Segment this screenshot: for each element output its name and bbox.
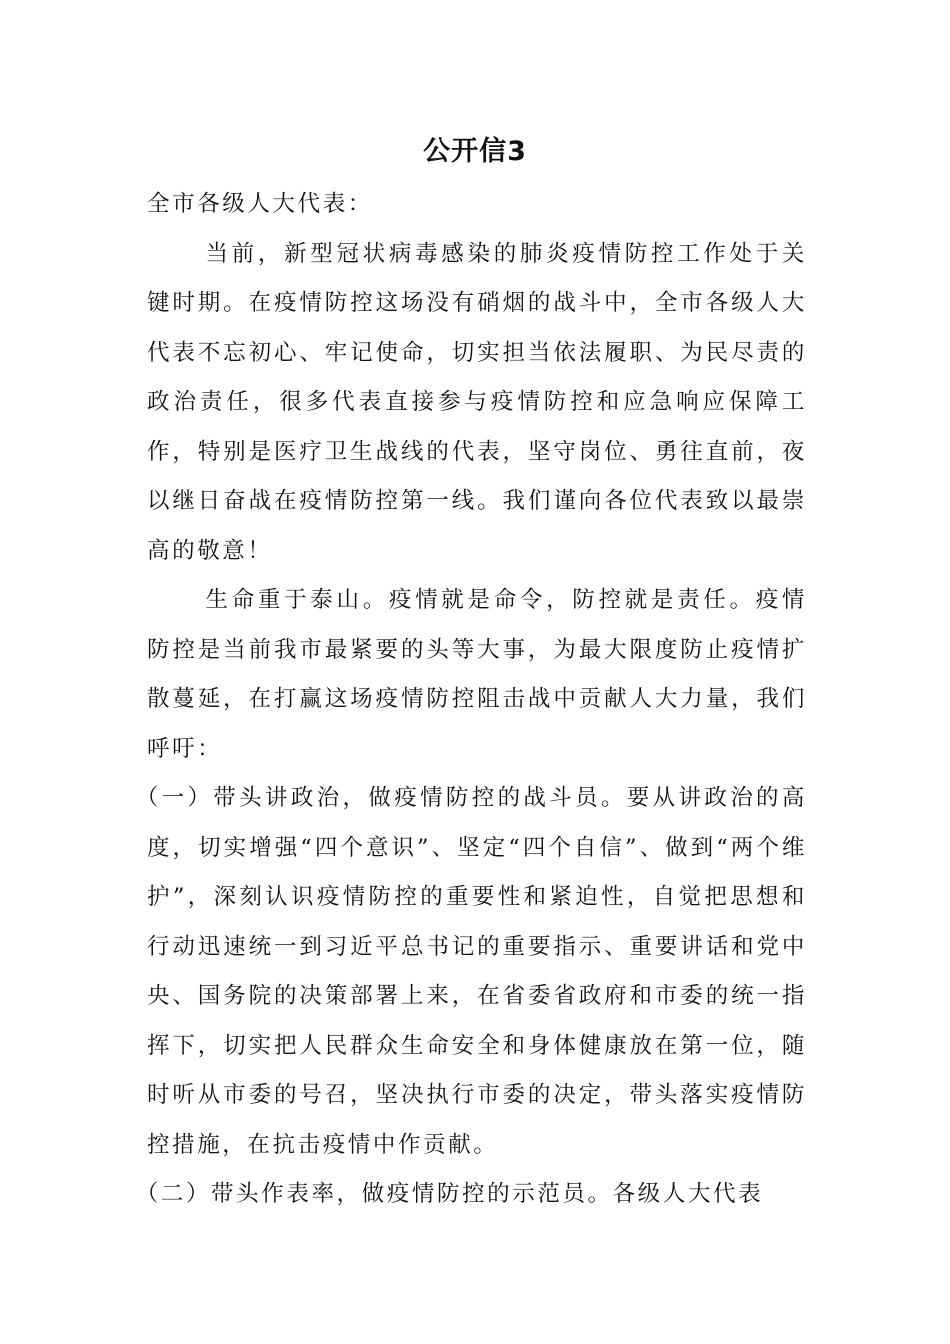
list-item-2: （二）带头作表率，做疫情防控的示范员。各级人大代表 bbox=[135, 1181, 764, 1207]
paragraph-appeal: 生命重于泰山。疫情就是命令，防控就是责任。疫情防控是当前我市最紧要的头等大事，为最大限度防止疫情扩散蔓延，在打赢这场疫情防控阻击战中贡献人大力量，我们呼吁： bbox=[147, 587, 807, 762]
document-body bbox=[135, 180, 807, 1220]
list-item-1: （一）带头讲政治，做疫情防控的战斗员。要从讲政治的高度，切实增强“四个意识”、坚定“四个自信”、做到“两个维护”，深刻认识疫情防控的重要性和紧迫性，自觉把思想和行动迅速统一到习近平总书记的重要指示、重要讲话和党中央、国务院的决策部署上来，在省委省政府和市委的统一指挥下，切实把人民群众生命安全和身体健康放在第一位，随时听从市委的号召，坚决执行市委的决定，带头落实疫情防控措施，在抗击疫情中作贡献。 bbox=[135, 785, 807, 1158]
salutation: 全市各级人大代表： bbox=[147, 191, 373, 217]
paragraph-intro: 当前，新型冠状病毒感染的肺炎疫情防控工作处于关键时期。在疫情防控这场没有硝烟的战斗中，全市各级人大代表不忘初心、牢记使命，切实担当依法履职、为民尽责的政治责任，很多代表直接参与疫情防控和应急响应保障工作，特别是医疗卫生战线的代表，坚守岗位、勇往直前，夜以继日奋战在疫情防控第一线。我们谨向各位代表致以最崇高的敬意！ bbox=[147, 240, 807, 564]
document-title: 公开信3 bbox=[423, 136, 527, 167]
